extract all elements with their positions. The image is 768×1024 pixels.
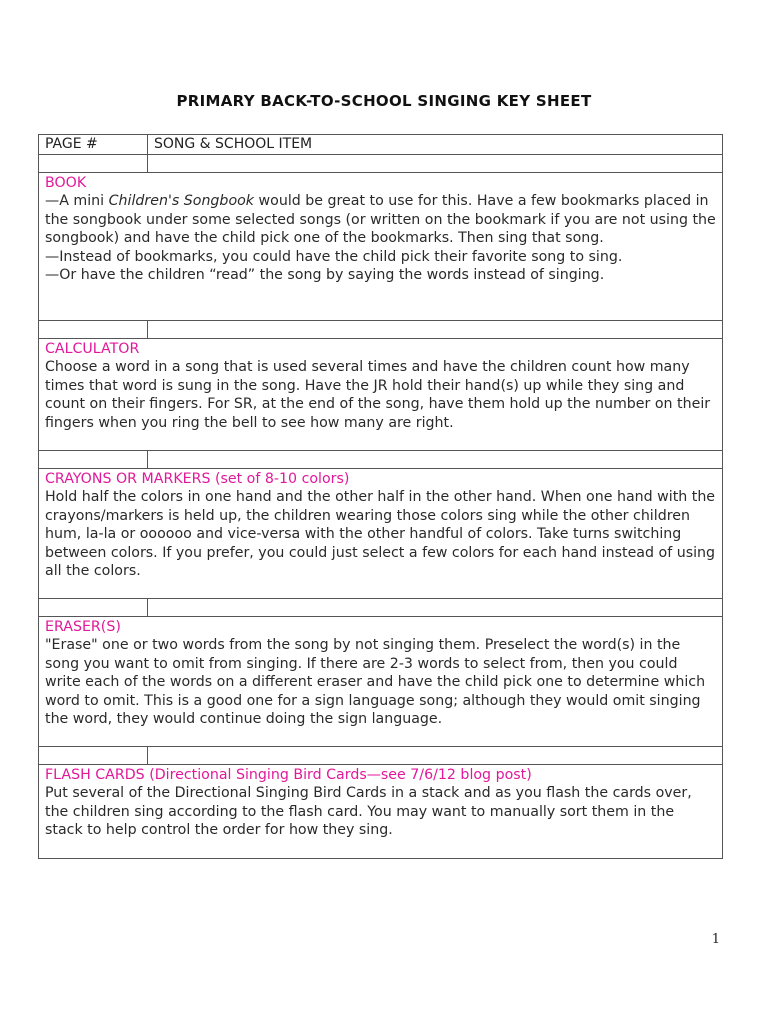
col-header-song-item: SONG & SCHOOL ITEM (148, 135, 723, 155)
table-header-row (39, 135, 723, 155)
songbook-title: Children's Songbook (108, 193, 255, 209)
section-heading: BOOK (45, 174, 87, 191)
section-paragraph: —A mini Children's Songbook would be great to use for this. Have a few bookmarks placed in the songbook under some selected songs (or written on the bookmark if you are not using the songbook) and have the child pick one of the bookmarks. Then sing that song. (45, 193, 716, 246)
table-row (39, 450, 723, 468)
table-row (39, 154, 723, 172)
page-number: 1 (711, 932, 720, 947)
section-eraser (39, 616, 723, 746)
key-sheet-table (38, 134, 723, 859)
table-row (39, 320, 723, 338)
section-heading: CALCULATOR (45, 340, 140, 357)
section-paragraph: Put several of the Directional Singing Bird Cards in a stack and as you flash the cards over, the children sing according to the flash card. You may want to manually sort them in the stack to help control the order for how they sing. (45, 785, 692, 838)
section-book (39, 172, 723, 320)
section-paragraph: Choose a word in a song that is used several times and have the children count how many times that word is sung in the song. Have the JR hold their hand(s) up while they sing and count on their fingers. For SR, at the end of the song, have them hold up the number on their fingers when you ring the bell to see how many are right. (45, 359, 711, 431)
section-heading: CRAYONS OR MARKERS (set of 8-10 colors) (45, 470, 350, 487)
section-paragraph: —Or have the children “read” the song by saying the words instead of singing. (45, 267, 605, 283)
section-paragraph: —Instead of bookmarks, you could have the child pick their favorite song to sing. (45, 248, 623, 265)
section-crayons (39, 468, 723, 598)
section-paragraph: "Erase" one or two words from the song by not singing them. Preselect the word(s) in the song you want to omit from singing. If there are 2-3 words to select from, then you could write each of the words on a different eraser and have the child pick one to determine which word to omit. This is a good one for a sign language song; although they would omit singing the word, they would continue doing the sign language. (45, 637, 706, 727)
table-row (39, 746, 723, 764)
page-title: PRIMARY BACK-TO-SCHOOL SINGING KEY SHEET (176, 92, 592, 110)
section-calculator (39, 338, 723, 450)
section-paragraph: Hold half the colors in one hand and the other half in the other hand. When one hand with the crayons/markers is held up, the children wearing those colors sing while the other children hum, la-la or oooooo and vice-versa with the other handful of colors. Take turns switching between colors. If you prefer, you could just select a few colors for each hand instead of using all the colors. (45, 489, 716, 579)
col-header-page: PAGE # (39, 135, 148, 155)
section-heading: ERASER(S) (45, 618, 121, 635)
table-row (39, 598, 723, 616)
section-heading: FLASH CARDS (Directional Singing Bird Cards—see 7/6/12 blog post) (45, 766, 532, 783)
section-flash-cards (39, 764, 723, 858)
